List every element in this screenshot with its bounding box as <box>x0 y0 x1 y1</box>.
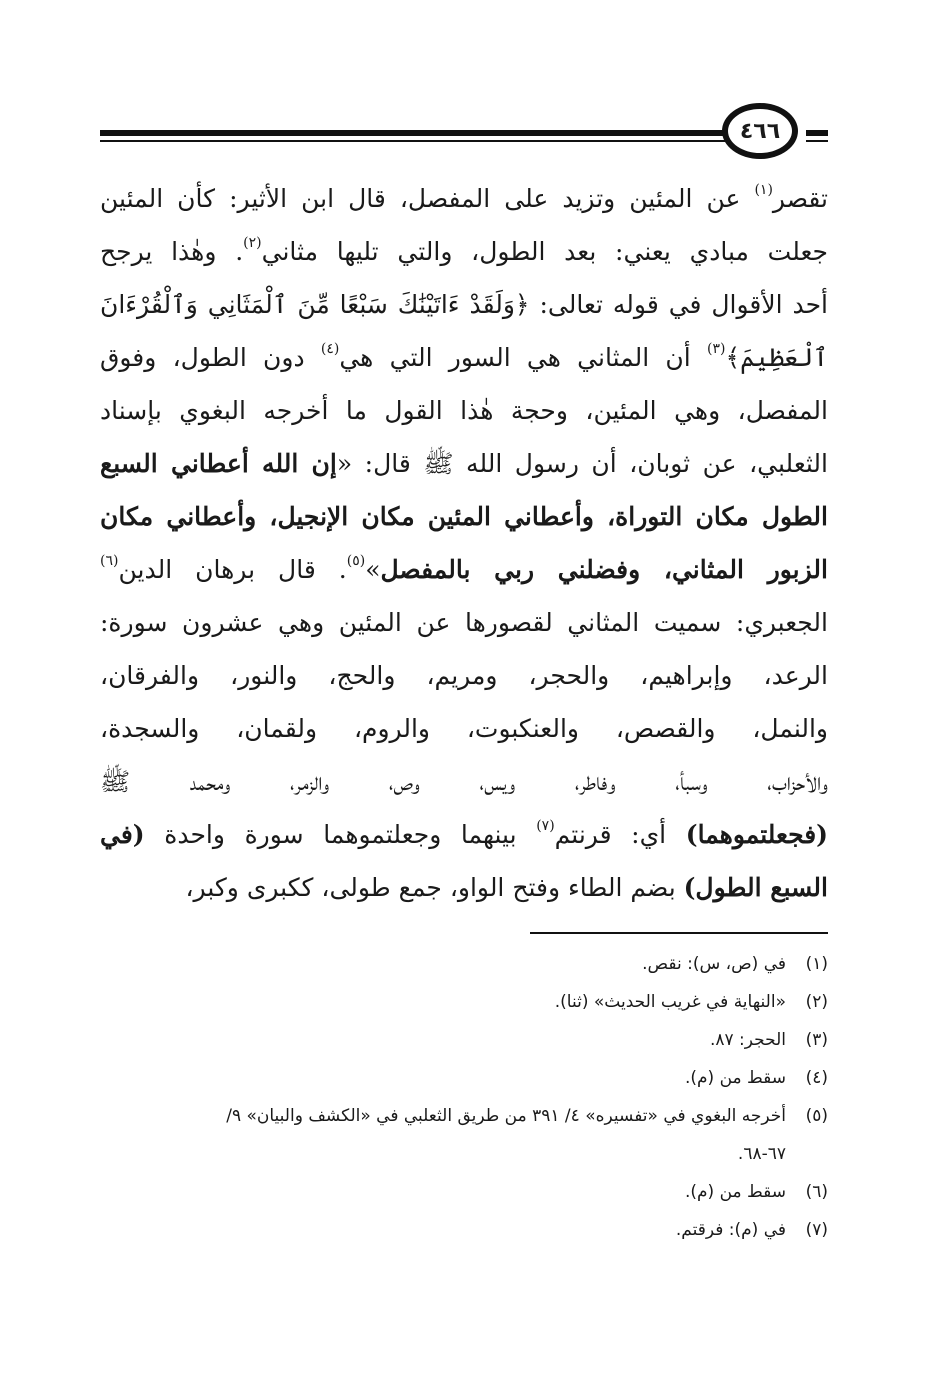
footnote <box>100 1059 828 1097</box>
footnote-number: (٢) <box>805 992 828 1012</box>
footnote-ref: (٥) <box>346 552 366 569</box>
footnote-text: سقط من (م). <box>684 1068 786 1088</box>
text-line <box>100 225 828 278</box>
footnote-text: أخرجه البغوي في «تفسيره» ٤/ ٣٩١ من طريق الثعلبي في «الكشف والبيان» ٩/ <box>226 1106 786 1126</box>
hadith-text: السبع الطول) <box>683 873 828 902</box>
line-text: الجعبري: سميت المثاني لقصورها عن المئين وهي عشرون سورة: <box>100 608 828 637</box>
footnote-ref: (٤) <box>320 340 340 357</box>
header-rule-thick <box>100 130 726 136</box>
hadith-text: (فجعلتموهما) <box>685 820 828 849</box>
footnote-text: في (م): فرقتم. <box>675 1220 786 1240</box>
footnote-ref: (١) <box>754 181 773 198</box>
hadith-text: إن الله أعطاني السبع <box>100 449 337 478</box>
text-line <box>100 437 828 490</box>
header-rule-right-thick <box>806 130 828 136</box>
main-text <box>100 172 828 914</box>
footnote-text: «النهاية في غريب الحديث» (ثنا). <box>554 992 786 1012</box>
text-line <box>100 808 828 861</box>
line-text: والنمل، والقصص، والعنكبوت، والروم، ولقمان، والسجدة، <box>100 714 828 743</box>
page-number: ٤٦٦ <box>722 103 798 159</box>
text-line <box>100 278 828 331</box>
footnote-text: سقط من (م). <box>684 1182 786 1202</box>
footnote-ref: (٦) <box>100 552 119 569</box>
hadith-text: الطول مكان التوراة، وأعطاني المئين مكان الإنجيل، وأعطاني مكان <box>100 502 828 531</box>
hadith-text: الزبور المثاني، وفضلني ربي بالمفصل <box>380 555 828 584</box>
line-text: تقصر <box>772 184 828 213</box>
text-line <box>100 702 828 755</box>
footnote-text: الحجر: ٨٧. <box>709 1030 786 1050</box>
footnote-number: (١) <box>805 954 828 974</box>
footnote-continuation: ٦٧-٦٨. <box>737 1144 786 1164</box>
footnote-number: (٧) <box>805 1220 828 1240</box>
line-text: أي: قرنتم <box>554 820 686 849</box>
text-line <box>100 384 828 437</box>
line-text: ٱلْعَظِيمَ﴾ <box>725 343 828 372</box>
line-text: . قال برهان الدين <box>118 555 347 584</box>
line-text: » <box>365 555 381 584</box>
footnote <box>100 1021 828 1059</box>
line-text: . وهٰذا يرجح <box>100 237 244 266</box>
text-line <box>100 649 828 702</box>
text-line <box>100 861 828 914</box>
line-text: بضم الطاء وفتح الواو، جمع طولى، ككبرى وكبر، <box>185 873 684 902</box>
footnote-number: (٤) <box>805 1068 828 1088</box>
footnotes <box>100 945 828 1249</box>
text-line <box>100 543 828 596</box>
footnote-number: (٦) <box>805 1182 828 1202</box>
line-text: المفصل، وهي المئين، وحجة هٰذا القول ما أخرجه البغوي بإسناد <box>100 396 828 425</box>
footnote <box>100 1097 828 1135</box>
text-line <box>100 490 828 543</box>
footnote-ref: (٢) <box>243 234 262 251</box>
footnote <box>100 1211 828 1249</box>
line-text: أحد الأقوال في قوله تعالى: ﴿وَلَقَدْ ءَاتَيْنَٰكَ سَبْعًا مِّنَ ٱلْمَثَانِي وَٱلْقُرْءَانَ <box>100 290 828 319</box>
footnote-text: في (ص، س): نقص. <box>642 954 786 974</box>
footnote-number: (٣) <box>805 1030 828 1050</box>
text-line <box>100 331 828 384</box>
line-text: أن المثاني هي السور التي هي <box>339 343 707 372</box>
header-rule-right-thin <box>806 140 828 142</box>
line-text: جعلت مبادي يعني: بعد الطول، والتي تليها مثاني <box>261 237 828 266</box>
page-header <box>100 103 828 163</box>
footnote <box>100 983 828 1021</box>
footnote <box>100 945 828 983</box>
footnote-number: (٥) <box>805 1106 828 1126</box>
footnote <box>100 1173 828 1211</box>
text-line <box>100 596 828 649</box>
footnote-ref: (٧) <box>536 817 555 834</box>
line-text: بينهما وجعلتموهما سورة واحدة <box>144 820 537 849</box>
line-text: الرعد، وإبراهيم، والحجر، ومريم، والحج، والنور، والفرقان، <box>100 661 828 690</box>
line-text: والأحزاب، وسبأ، وفاطر، ويس، وص، والزمر، ومحمد ﷺ <box>100 767 828 796</box>
header-rule-thin <box>100 140 726 142</box>
line-text: دون الطول، وفوق <box>100 343 321 372</box>
footnote-separator <box>530 932 828 934</box>
text-line <box>100 172 828 225</box>
hadith-text: (في <box>100 820 145 849</box>
footnote-ref: (٣) <box>706 340 726 357</box>
text-line <box>100 755 828 808</box>
line-text: عن المئين وتزيد على المفصل، قال ابن الأثير: كأن المئين <box>100 184 755 213</box>
line-text: الثعلبي، عن ثوبان، أن رسول الله ﷺ قال: « <box>336 449 828 478</box>
